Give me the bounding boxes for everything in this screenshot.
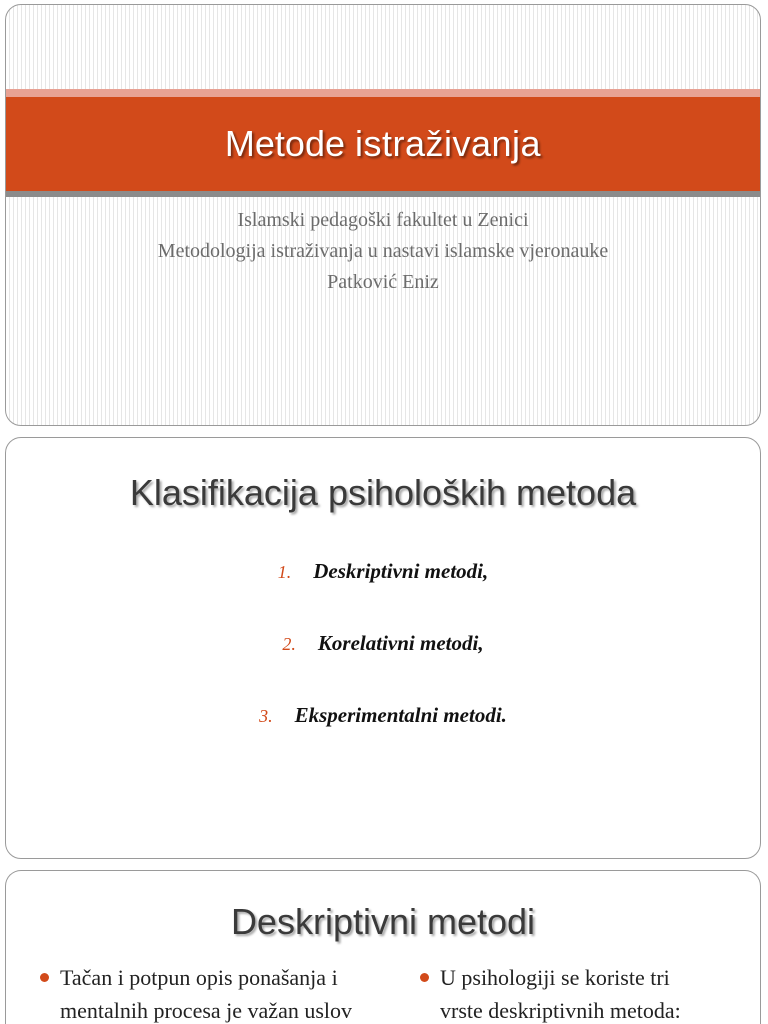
slide-heading: Deskriptivni metodi bbox=[230, 901, 536, 942]
slide-title bbox=[5, 4, 761, 426]
slide-classification bbox=[5, 437, 761, 859]
subtitle-faculty: Islamski pedagoški fakultet u Zenici bbox=[237, 209, 529, 231]
list-item-label: Deskriptivni metodi, bbox=[313, 559, 489, 583]
title-band-accent-bottom bbox=[6, 191, 760, 197]
title-word-istrazivanja: istraživanja bbox=[355, 123, 542, 164]
presentation-subtitle bbox=[6, 205, 760, 298]
list-item bbox=[6, 700, 760, 772]
bullet-dot-icon bbox=[40, 973, 49, 982]
bullet-dot-icon bbox=[420, 973, 429, 982]
list-item bbox=[6, 628, 760, 700]
method-list bbox=[6, 556, 760, 772]
list-item-number: 1. bbox=[277, 562, 292, 582]
bullet-line: vrste deskriptivnih metoda: bbox=[440, 998, 681, 1023]
title-band-accent-top bbox=[6, 89, 760, 97]
bullet-column-right bbox=[420, 961, 760, 1024]
subtitle-course: Metodologija istraživanja u nastavi islamske vjeronauke bbox=[157, 240, 609, 262]
presentation-title bbox=[6, 123, 760, 165]
bullet-item bbox=[40, 961, 380, 1024]
subtitle-author: Patković Eniz bbox=[327, 271, 439, 293]
list-item bbox=[6, 556, 760, 628]
list-item-number: 2. bbox=[282, 634, 296, 654]
bullet-line: mentalnih procesa je važan uslov bbox=[60, 998, 353, 1023]
title-word-metode: Metode bbox=[224, 123, 345, 164]
bullet-line: Tačan i potpun opis ponašanja i bbox=[60, 965, 338, 990]
bullet-line: U psihologiji se koriste tri bbox=[440, 965, 670, 990]
slide-heading: Klasifikacija psiholoških metoda bbox=[129, 472, 637, 513]
list-item-label: Korelativni metodi, bbox=[317, 631, 484, 655]
list-item-number: 3. bbox=[259, 706, 273, 726]
slide-descriptive-methods bbox=[5, 870, 761, 1024]
list-item-label: Eksperimentalni metodi. bbox=[294, 703, 507, 727]
bullet-column-left bbox=[40, 961, 380, 1024]
bullet-item bbox=[420, 961, 760, 1024]
